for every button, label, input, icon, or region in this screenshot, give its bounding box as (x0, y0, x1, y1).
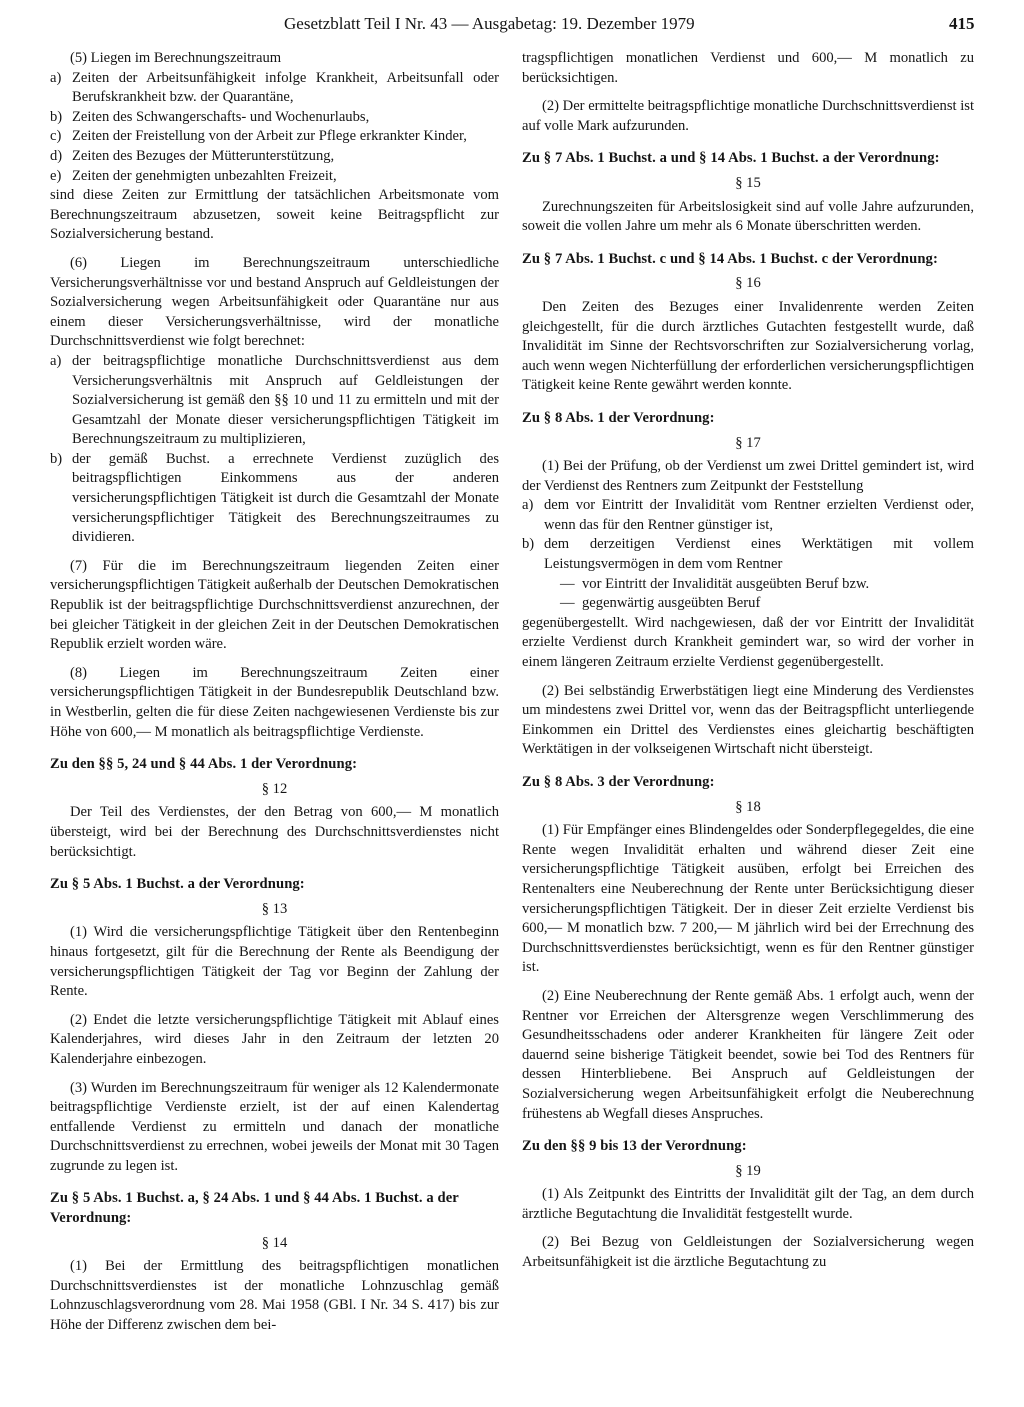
dash-item-text: vor Eintritt der Invalidität ausgeübten Beruf bzw. (582, 575, 870, 592)
paragraph-6-list (50, 352, 499, 548)
list-item (50, 147, 499, 167)
section-number-18: § 18 (735, 798, 761, 815)
section-15-text: Zurechnungszeiten für Arbeitslosigkeit sind auf volle Jahre aufzurunden, soweit die vollen Jahre um mehr als 6 Monate überschritten werden. (522, 198, 974, 235)
section-13-paragraph-3: (3) Wurden im Berechnungszeitraum für weniger als 12 Kalendermonate beitragspflichtige Verdienste erzielt, ist der auf einen Kalendertag entfallende Verdienst zu ermitteln und danach der monatliche Durchschnittsverdienst zu errechnen, wobei jeweils der Monat mit 30 Tagen zugrunde zu legen ist. (50, 1079, 499, 1174)
paragraph-6-intro: (6) Liegen im Berechnungszeitraum unterschiedliche Versicherungsverhältnisse vor und bestand Anspruch auf Geldleistungen der Sozialversicherung wegen Arbeitsunfähigkeit oder Quarantäne nur aus einem dieser Versicherungsverhältnisse, wird der monatliche Durchschnittsverdienst wie folgt berechnet: (50, 254, 499, 350)
dash-item (522, 575, 974, 595)
list-item (522, 496, 974, 535)
section-17-paragraph-1-intro: (1) Bei der Prüfung, ob der Verdienst um zwei Drittel gemindert ist, wird der Verdienst des Rentners zum Zeitpunkt der Feststellung (522, 458, 974, 494)
list-item (50, 69, 499, 108)
list-item-label: b) (50, 108, 63, 125)
list-item (522, 535, 974, 574)
paragraph-5-outro: sind diese Zeiten zur Ermittlung der tatsächlichen Arbeitsmonate vom Berechnungszeitraum abzusetzen, soweit keine Beitragspflicht zur Sozialversicherung bestand. (50, 187, 499, 243)
section-14-paragraph-1: (1) Bei der Ermittlung des beitragspflichtigen monatlichen Durchschnittsverdienstes ist der monatliche Lohnzuschlag gemäß Lohnzuschlagsverordnung vom 28. Mai 1958 (GBl. I Nr. 34 S. 417) bis zur Höhe der Differenz zwischen dem bei- (50, 1258, 499, 1334)
list-item-label: b) (522, 536, 535, 553)
section-number-12: § 12 (261, 780, 288, 797)
list-item-text: dem derzeitigen Verdienst eines Werktätigen mit vollem Leistungsvermögen in dem vom Rentner (544, 536, 974, 573)
left-column (50, 49, 499, 1345)
list-item-text: Zeiten der genehmigten unbezahlten Freizeit, (72, 167, 337, 184)
list-item (50, 167, 499, 187)
section-number-17: § 17 (735, 434, 761, 451)
paragraph-7: (7) Für die im Berechnungszeitraum liegenden Zeiten einer versicherungspflichtigen Tätigkeit außerhalb der Deutschen Demokratischen Republik ist der beitragspflichtige Durchschnittsverdienst anzurechnen, der bei gleicher Tätigkeit in der gleichen Zeit in der Deutschen Demokratischen Republik erzielt worden wäre. (50, 557, 499, 653)
section-number-14: § 14 (261, 1234, 288, 1251)
list-item (50, 450, 499, 548)
list-item-label: a) (50, 352, 62, 369)
section-heading-16: Zu § 7 Abs. 1 Buchst. c und § 14 Abs. 1 Buchst. c der Verordnung: (522, 250, 938, 267)
list-item-label: a) (522, 497, 534, 514)
section-13-paragraph-1: (1) Wird die versicherungspflichtige Tätigkeit über den Rentenbeginn hinaus fortgesetzt, gilt für die Berechnung der Rente als Beendigung der versicherungspflichtigen Tätigkeit der Tag vor Beginn der Zahlung der Rente. (50, 924, 499, 1000)
page-number: 415 (949, 14, 975, 33)
header-title: Gesetzblatt Teil I Nr. 43 — Ausgabetag: 19. Dezember 1979 (284, 14, 695, 33)
paragraph-8: (8) Liegen im Berechnungszeitraum Zeiten einer versicherungspflichtigen Tätigkeit in der Bundesrepublik Deutschland bzw. in Westberlin, gelten die für diese Zeiten nachgewiesenen Verdienste bis zur Höhe von 600,— M monatlich als beitragspflichtige Verdienste. (50, 664, 499, 740)
list-item-text: Zeiten des Bezuges der Mütterunterstützung, (72, 147, 335, 164)
list-item-text: Zeiten der Freistellung von der Arbeit zur Pflege erkrankter Kinder, (72, 128, 467, 145)
page-header (0, 14, 1024, 38)
paragraph-5-intro: (5) Liegen im Berechnungszeitraum (70, 50, 282, 66)
section-number-15: § 15 (735, 174, 761, 191)
section-18-paragraph-2: (2) Eine Neuberechnung der Rente gemäß Abs. 1 erfolgt auch, wenn der Rentner vor Erreichen der Altersgrenze wegen Verschlimmerung des Gesundheitsschadens oder anderer Krankheiten für längere Zeit oder dauernd seine bisherige Tätigkeit beendet, sowie bei Tod des Rentners für dessen Hinterbliebene. Bei Anspruch auf Geldleistungen der Sozialversicherung wegen Arbeitsunfähigkeit erfolgt die Neuberechnung frühestens ab Wegfall dieses Anspruches. (522, 987, 974, 1122)
section-13-paragraph-2: (2) Endet die letzte versicherungspflichtige Tätigkeit mit Ablauf eines Kalenderjahres, wird dieses Jahr in den Zeitraum der letzten 20 Kalenderjahre einbezogen. (50, 1011, 499, 1067)
list-item-label: d) (50, 147, 63, 164)
list-item-text: der gemäß Buchst. a errechnete Verdienst zuzüglich des beitragspflichtigen Einkommens aus der anderen versicherungspflichtigen Tätigkeit ist durch die Gesamtzahl der Monate versicherungspflichtiger Tätigkeit des Berechnungszeitraumes zu dividieren. (72, 450, 499, 546)
section-heading-17: Zu § 8 Abs. 1 der Verordnung: (522, 409, 715, 426)
section-number-16: § 16 (735, 275, 761, 292)
list-item-label: a) (50, 69, 62, 86)
section-14-paragraph-1-continued: tragspflichtigen monatlichen Verdienst und 600,— M monatlich zu berücksichtigen. (522, 50, 974, 86)
list-item (50, 352, 499, 450)
dash-item-label: — (560, 595, 575, 612)
dash-item-text: gegenwärtig ausgeübten Beruf (582, 595, 761, 612)
section-17-paragraph-2: (2) Bei selbständig Erwerbstätigen liegt eine Minderung des Verdienstes um mindestens zwei Drittel vor, wenn das der Beitragspflicht unterliegende Einkommen ein Drittel des Verdienstes eines gleichartig beschäftigten Werktätigen in der volkseigenen Wirtschaft nicht übersteigt. (522, 682, 974, 758)
section-17-paragraph-1-outro: gegenübergestellt. Wird nachgewiesen, daß der vor Eintritt der Invalidität erzielte Verdienst durch Krankheit gemindert war, so wird der vorher in einem längeren Zeitraum erzielte Verdienst gegenübergestellt. (522, 614, 974, 671)
dash-item (522, 594, 974, 614)
section-heading-18: Zu § 8 Abs. 3 der Verordnung: (522, 774, 715, 790)
section-14-paragraph-2: (2) Der ermittelte beitragspflichtige monatliche Durchschnittsverdienst ist auf volle Mark aufzurunden. (522, 98, 975, 134)
section-heading-14: Zu § 5 Abs. 1 Buchst. a, § 24 Abs. 1 und § 44 Abs. 1 Buchst. a der Verordnung: (50, 1190, 459, 1227)
list-item (50, 127, 499, 147)
section-heading-13: Zu § 5 Abs. 1 Buchst. a der Verordnung: (50, 876, 305, 893)
list-item-text: Zeiten des Schwangerschafts- und Wochenurlaubs, (72, 108, 370, 125)
section-12-text: Der Teil des Verdienstes, der den Betrag von 600,— M monatlich übersteigt, wird bei der Berechnung des Durchschnittsverdienstes nicht berücksichtigt. (50, 804, 499, 860)
section-17-list (522, 496, 974, 614)
section-19-paragraph-2: (2) Bei Bezug von Geldleistungen der Sozialversicherung wegen Arbeitsunfähigkeit ist die ärztliche Begutachtung zu (522, 1234, 974, 1271)
list-item (50, 108, 499, 128)
list-item-label: e) (50, 167, 62, 184)
right-column (522, 49, 974, 1282)
section-heading-12: Zu den §§ 5, 24 und § 44 Abs. 1 der Verordnung: (50, 756, 358, 773)
section-number-13: § 13 (261, 900, 288, 917)
list-item-text: Zeiten der Arbeitsunfähigkeit infolge Krankheit, Arbeitsunfall oder Berufskrankheit bzw. der Quarantäne, (72, 69, 499, 106)
section-19-paragraph-1: (1) Als Zeitpunkt des Eintritts der Invalidität gilt der Tag, an dem durch ärztliche Begutachtung die Invalidität festgestellt wurde. (522, 1186, 974, 1222)
list-item-label: c) (50, 128, 62, 145)
section-number-19: § 19 (735, 1162, 761, 1179)
list-item-label: b) (50, 450, 63, 467)
section-16-text: Den Zeiten des Bezuges einer Invalidenrente werden Zeiten gleichgestellt, für die durch ärztliches Gutachten festgestellt wurde, daß Invalidität im Sinne der Rechtsvorschriften zur Sozialversicherung vorlag, auch wenn wegen Nichterfüllung der erforderlichen versicherungspflichtigen Tätigkeit keine Rente gewährt werden konnte. (522, 298, 974, 394)
section-heading-19: Zu den §§ 9 bis 13 der Verordnung: (522, 1138, 747, 1155)
list-item-text: der beitragspflichtige monatliche Durchschnittsverdienst aus dem Versicherungsverhältnis mit Anspruch auf Geldleistungen der Sozialversicherung ist gemäß den §§ 10 und 11 zu ermitteln und mit der Gesamtzahl der Monate dieser versicherungspflichtigen Tätigkeit im Berechnungszeitraum zu multiplizieren, (72, 352, 499, 448)
dash-item-label: — (560, 575, 575, 592)
section-heading-15: Zu § 7 Abs. 1 Buchst. a und § 14 Abs. 1 Buchst. a der Verordnung: (522, 150, 940, 167)
list-item-text: dem vor Eintritt der Invalidität vom Rentner erzielten Verdienst oder, wenn das für den Rentner günstiger ist, (544, 497, 974, 533)
section-18-paragraph-1: (1) Für Empfänger eines Blindengeldes oder Sonderpflegegeldes, die eine Rente wegen Invalidität erhalten und während dieser Zeit eine versicherungspflichtige Tätigkeit ausüben, erfolgt bei Erreichen des Rentenalters eine Neuberechnung der Rente unter Berücksichtigung dieser versicherungspflichtigen Tätigkeit. Der in dieser Zeit erzielte Verdienst bis 600,— M monatlich bzw. 7 200,— M jährlich wird bei der Errechnung des Durchschnittsverdienstes berücksichtigt, wenn es für den Rentner günstiger ist. (522, 822, 974, 976)
paragraph-5-list (50, 69, 499, 187)
